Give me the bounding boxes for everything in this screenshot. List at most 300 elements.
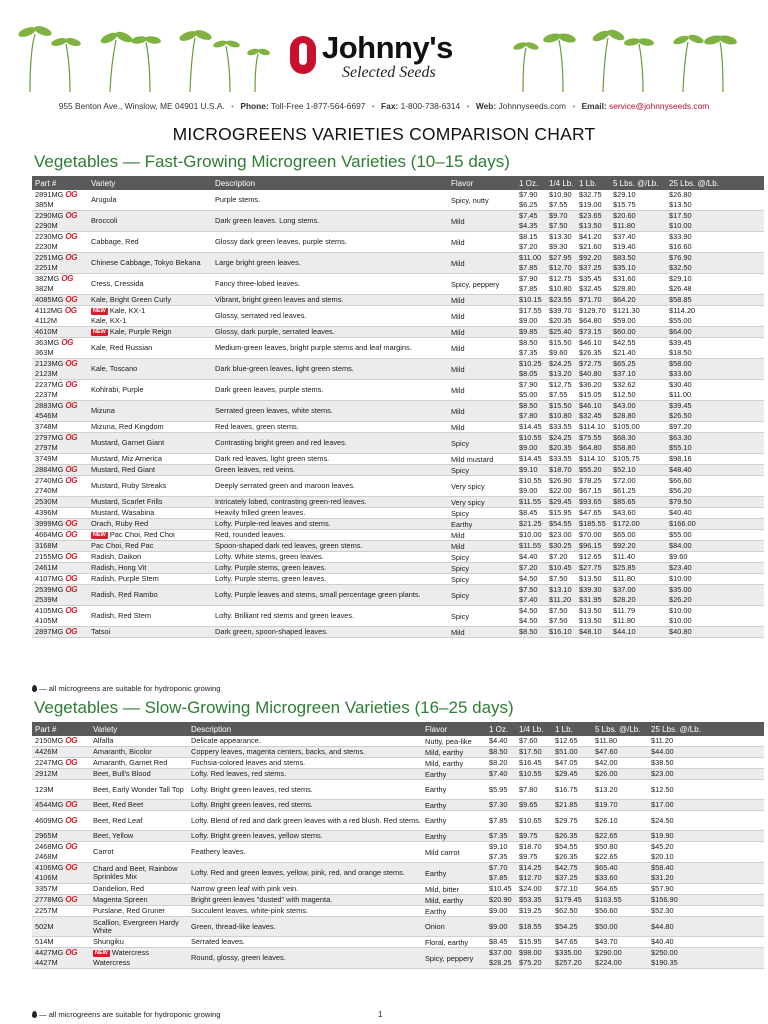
price-cell — [546, 380, 576, 401]
part-number[interactable] — [35, 443, 88, 453]
price-value: $40.40 — [651, 937, 674, 946]
price-value: $10.55 — [519, 433, 542, 442]
price-cell — [546, 563, 576, 574]
price-value: $33.60 — [595, 873, 618, 882]
part-number[interactable] — [35, 221, 88, 231]
price-cell — [576, 541, 610, 552]
email-link[interactable]: service@johnnyseeds.com — [609, 101, 710, 111]
flavor-cell: Mild — [448, 541, 516, 552]
flavor-cell: Mild — [448, 232, 516, 253]
price-cell — [648, 736, 764, 747]
part-number[interactable] — [35, 831, 90, 841]
price-cell — [610, 422, 666, 433]
part-number[interactable] — [35, 519, 88, 529]
variety-cell: Mustard, Miz America — [88, 454, 212, 465]
part-id: 2797MG — [35, 433, 64, 442]
price-cell — [546, 306, 576, 327]
part-number[interactable] — [35, 922, 90, 932]
part-number[interactable] — [35, 769, 90, 779]
description-cell: Narrow green leaf with pink vein. — [188, 884, 422, 895]
price-value: $70.00 — [579, 530, 602, 539]
variety-text: Kale, KX-1 — [109, 306, 146, 315]
part-number[interactable] — [35, 842, 90, 852]
price-cell — [516, 327, 546, 338]
organic-og-badge: OG — [65, 574, 78, 583]
price-value: $4.40 — [489, 736, 508, 745]
part-number[interactable] — [35, 401, 88, 411]
flavor-cell: Mild — [448, 627, 516, 638]
part-number[interactable] — [35, 411, 88, 421]
hydroponic-footnote — [32, 1010, 221, 1019]
price-cell — [592, 895, 648, 906]
variety-cell: Beet, Bull's Blood — [90, 769, 188, 780]
part-number[interactable] — [35, 348, 88, 358]
price-value: $8.45 — [489, 937, 508, 946]
price-value: $18.50 — [669, 348, 692, 357]
part-number[interactable] — [35, 873, 90, 883]
price-value: $15.05 — [579, 390, 602, 399]
price-value: $72.00 — [613, 476, 636, 485]
price-value: $7.50 — [549, 616, 568, 625]
price-value: $23.40 — [669, 563, 692, 572]
part-number[interactable] — [35, 958, 90, 968]
price-cell — [576, 465, 610, 476]
price-cell — [516, 895, 552, 906]
table-row — [32, 541, 764, 552]
part-number[interactable] — [35, 274, 88, 284]
part-number-cell — [32, 508, 88, 519]
price-value: $20.10 — [651, 852, 674, 861]
price-value: $7.50 — [549, 221, 568, 230]
price-value: $19.25 — [519, 906, 542, 915]
part-number[interactable] — [35, 585, 88, 595]
table-row — [32, 359, 764, 380]
price-value: $8.50 — [519, 627, 538, 636]
brand-subtitle: Selected Seeds — [342, 64, 436, 81]
part-number[interactable] — [35, 758, 90, 768]
flavor-cell: Spicy — [448, 606, 516, 627]
price-value: $33.90 — [669, 232, 692, 241]
variety-cell: Radish, Purple Stem — [88, 574, 212, 585]
price-value: $11.00 — [669, 390, 692, 399]
variety-cell: Magenta Spreen — [90, 895, 188, 906]
part-number[interactable] — [35, 465, 88, 475]
part-number-cell — [32, 530, 88, 541]
description-cell: Glossy dark green leaves, purple stems. — [212, 232, 448, 253]
table-body — [32, 736, 764, 969]
part-number[interactable] — [35, 306, 88, 316]
organic-og-badge: OG — [61, 338, 74, 347]
price-cell — [546, 606, 576, 627]
price-value: $42.75 — [555, 863, 578, 872]
part-number[interactable] — [35, 606, 88, 616]
price-value: $76.90 — [669, 253, 692, 262]
price-value: $75.20 — [519, 958, 542, 967]
part-number[interactable] — [35, 884, 90, 894]
water-drop-icon — [32, 1011, 37, 1018]
part-number[interactable] — [35, 627, 88, 637]
price-value: $54.25 — [555, 921, 578, 931]
part-id: 2884MG — [35, 465, 64, 474]
part-number[interactable] — [35, 380, 88, 390]
price-value: $64.20 — [613, 295, 636, 304]
price-value: $98.16 — [669, 454, 692, 463]
price-cell — [666, 563, 764, 574]
organic-og-badge: OG — [65, 401, 78, 410]
part-number[interactable] — [35, 552, 88, 562]
price-cell — [546, 465, 576, 476]
table-row — [32, 780, 764, 800]
price-value: $10.65 — [519, 815, 542, 825]
part-id: 123M — [35, 784, 54, 794]
part-number[interactable] — [35, 327, 88, 337]
variety-cell: Beet, Yellow — [90, 831, 188, 842]
price-value: $65.25 — [613, 359, 636, 368]
part-number[interactable] — [35, 816, 90, 826]
part-id: 4609MG — [35, 815, 64, 825]
description-cell: Delicate appearance. — [188, 736, 422, 747]
price-value: $21.60 — [579, 242, 602, 251]
part-number[interactable] — [35, 232, 88, 242]
variety-cell: Kale, Bright Green Curly — [88, 295, 212, 306]
part-number[interactable] — [35, 422, 88, 432]
part-number[interactable] — [35, 486, 88, 496]
flavor-cell: Spicy — [448, 574, 516, 585]
flavor-cell: Mild mustard — [448, 454, 516, 465]
part-number[interactable] — [35, 316, 88, 326]
part-number[interactable] — [35, 359, 88, 369]
price-value: $27.95 — [549, 253, 572, 262]
part-number[interactable] — [35, 497, 88, 507]
footnote-text: — all microgreens are suitable for hydroponic growing — [39, 684, 221, 693]
price-value: $4.35 — [519, 221, 538, 230]
price-value: $7.35 — [489, 852, 508, 861]
variety-text: Kale, Purple Reign — [109, 327, 172, 336]
page-number: 1 — [378, 1010, 383, 1019]
price-cell — [576, 380, 610, 401]
price-value: $172.00 — [613, 519, 640, 528]
price-cell — [552, 906, 592, 917]
flavor-cell: Earthy — [422, 800, 486, 811]
part-number[interactable] — [35, 948, 90, 958]
price-value: $7.20 — [519, 563, 538, 572]
part-number[interactable] — [35, 852, 90, 862]
part-number-cell — [32, 563, 88, 574]
price-value: $11.80 — [613, 574, 636, 583]
price-value: $78.25 — [579, 476, 602, 485]
part-number[interactable] — [35, 574, 88, 584]
price-value: $37.00 — [613, 585, 636, 594]
flavor-cell: Mild — [448, 401, 516, 422]
part-number[interactable] — [35, 863, 90, 873]
price-value: $30.40 — [669, 380, 692, 389]
price-value: $40.40 — [669, 508, 692, 517]
price-cell — [576, 563, 610, 574]
part-number-cell — [32, 585, 88, 606]
flavor-cell: Earthy — [448, 519, 516, 530]
price-value: $114.10 — [579, 454, 606, 463]
flavor-cell: Mild — [448, 327, 516, 338]
price-cell — [610, 211, 666, 232]
part-number[interactable] — [35, 937, 90, 947]
part-number[interactable] — [35, 338, 88, 348]
description-cell: Round, glossy, green leaves. — [188, 948, 422, 969]
price-value: $39.45 — [669, 338, 692, 347]
part-id: 2230M — [35, 242, 58, 251]
price-value: $38.50 — [651, 758, 674, 767]
phone-number[interactable]: Toll-Free 1-877-564-6697 — [270, 101, 366, 111]
website-link[interactable]: Johnnyseeds.com — [498, 101, 566, 111]
price-value: $10.55 — [519, 769, 542, 778]
price-cell — [546, 508, 576, 519]
price-cell — [592, 863, 648, 884]
part-id: 2468M — [35, 852, 58, 861]
part-number[interactable] — [35, 747, 90, 757]
price-value: $290.00 — [595, 948, 622, 957]
flavor-cell: Mild, bitter — [422, 884, 486, 895]
price-value: $16.10 — [549, 627, 572, 636]
price-cell — [552, 769, 592, 780]
flavor-cell: Mild carrot — [422, 842, 486, 863]
price-cell — [592, 780, 648, 800]
price-value: $17.00 — [651, 800, 674, 809]
price-value: $29.10 — [669, 274, 692, 283]
part-id: 502M — [35, 921, 54, 931]
price-value: $7.50 — [549, 574, 568, 583]
part-id: 2912M — [35, 769, 58, 778]
price-cell — [546, 574, 576, 585]
price-cell — [546, 552, 576, 563]
table-row — [32, 508, 764, 519]
organic-og-badge: OG — [64, 306, 77, 315]
price-value: $12.50 — [651, 784, 674, 794]
price-cell — [592, 747, 648, 758]
variety-cell: Radish, Hong Vit — [88, 563, 212, 574]
variety-cell: Purslane, Red Gruner — [90, 906, 188, 917]
variety-cell: Mustard, Garnet Giant — [88, 433, 212, 454]
price-value: $20.35 — [549, 443, 572, 452]
part-id: 2251MG — [35, 253, 64, 262]
price-value: $14.45 — [519, 422, 542, 431]
price-value: $9.10 — [519, 465, 538, 474]
price-cell — [546, 274, 576, 295]
description-cell: Deeply serrated green and maroon leaves. — [212, 476, 448, 497]
price-cell — [610, 606, 666, 627]
price-value: $7.85 — [519, 263, 538, 272]
price-value: $7.30 — [489, 800, 508, 809]
price-value: $63.30 — [669, 433, 692, 442]
price-cell — [546, 530, 576, 541]
price-cell — [648, 906, 764, 917]
part-number[interactable] — [35, 785, 90, 795]
price-value: $4.40 — [519, 552, 538, 561]
part-number[interactable] — [35, 800, 90, 810]
price-value: $58.80 — [613, 443, 636, 452]
variety-cell: Orach, Ruby Red — [88, 519, 212, 530]
price-value: $114.20 — [669, 306, 696, 315]
table-row — [32, 937, 764, 948]
variety-cell: Kale, Toscano — [88, 359, 212, 380]
organic-og-badge: OG — [65, 552, 78, 561]
price-cell — [546, 401, 576, 422]
price-value: $8.05 — [519, 369, 538, 378]
part-number[interactable] — [35, 295, 88, 305]
variety-cell: Cabbage, Red — [88, 232, 212, 253]
price-cell — [666, 497, 764, 508]
price-value: $79.50 — [669, 497, 692, 506]
price-value: $44.80 — [651, 921, 674, 931]
table-header-row — [32, 176, 764, 190]
price-value: $13.20 — [549, 369, 572, 378]
part-number[interactable] — [35, 563, 88, 573]
part-number[interactable] — [35, 508, 88, 518]
price-value: $13.50 — [579, 616, 602, 625]
flavor-cell: Mild — [448, 306, 516, 327]
part-number[interactable] — [35, 211, 88, 221]
price-value: $9.00 — [519, 316, 538, 325]
description-cell: Lofty. Bright green leaves, red stems. — [188, 780, 422, 800]
price-value: $22.65 — [595, 852, 618, 861]
variety-cell: Beet, Red Leaf — [90, 811, 188, 831]
price-cell — [666, 627, 764, 638]
price-value: $105.75 — [613, 454, 640, 463]
description-cell: Fancy three-lobed leaves. — [212, 274, 448, 295]
table-row — [32, 422, 764, 433]
part-number-cell — [32, 948, 90, 969]
price-value: $10.00 — [669, 616, 692, 625]
price-cell — [552, 831, 592, 842]
table-row — [32, 497, 764, 508]
variety-cell: Kale, Red Russian — [88, 338, 212, 359]
part-number[interactable] — [35, 242, 88, 252]
price-value: $48.40 — [669, 465, 692, 474]
organic-og-badge: OG — [65, 800, 78, 809]
part-number[interactable] — [35, 190, 88, 200]
part-number[interactable] — [35, 433, 88, 443]
johnnys-logo[interactable] — [290, 30, 490, 86]
price-value: $7.35 — [519, 348, 538, 357]
price-cell — [592, 906, 648, 917]
price-cell — [610, 232, 666, 253]
price-value: $39.70 — [549, 306, 572, 315]
organic-og-badge: OG — [65, 863, 78, 872]
price-value: $33.60 — [669, 369, 692, 378]
flavor-cell: Mild, earthy — [422, 747, 486, 758]
part-number[interactable] — [35, 390, 88, 400]
price-cell — [666, 306, 764, 327]
price-value: $8.50 — [519, 338, 538, 347]
price-cell — [516, 842, 552, 863]
price-cell — [516, 380, 546, 401]
price-value: $55.00 — [669, 530, 692, 539]
part-number[interactable] — [35, 476, 88, 486]
price-value: $7.20 — [549, 552, 568, 561]
separator-dot: • — [231, 101, 235, 111]
part-number[interactable] — [35, 369, 88, 379]
price-cell — [576, 359, 610, 380]
price-cell — [666, 190, 764, 211]
flavor-cell: Spicy — [448, 552, 516, 563]
variety-name — [93, 948, 188, 958]
part-number[interactable] — [35, 253, 88, 263]
flavor-cell: Mild — [448, 422, 516, 433]
part-number-cell — [32, 433, 88, 454]
part-id: 4085MG — [35, 295, 64, 304]
price-value: $9.30 — [549, 242, 568, 251]
table-row — [32, 563, 764, 574]
price-value: $92.20 — [613, 541, 636, 550]
description-cell: Vibrant, bright green leaves and stems. — [212, 295, 448, 306]
description-cell: Lofty. Purple-red leaves and stems. — [212, 519, 448, 530]
part-number[interactable] — [35, 895, 90, 905]
price-value: $46.10 — [579, 338, 602, 347]
part-number[interactable] — [35, 906, 90, 916]
price-value: $9.00 — [489, 906, 508, 915]
price-cell — [486, 884, 516, 895]
variety-cell: Amaranth, Bicolor — [90, 747, 188, 758]
part-number-cell — [32, 863, 90, 884]
part-number-cell — [32, 359, 88, 380]
price-cell — [592, 736, 648, 747]
part-number[interactable] — [35, 530, 88, 540]
price-value: $9.00 — [519, 486, 538, 495]
part-number-cell — [32, 895, 90, 906]
table-row — [32, 736, 764, 747]
slow-growing-table — [32, 722, 764, 969]
price-value: $9.75 — [519, 831, 538, 840]
flavor-cell: Spicy, peppery — [448, 274, 516, 295]
part-number[interactable] — [35, 616, 88, 626]
price-value: $13.50 — [579, 574, 602, 583]
price-cell — [610, 476, 666, 497]
price-cell — [516, 552, 546, 563]
part-number[interactable] — [35, 595, 88, 605]
price-value: $24.00 — [519, 884, 542, 893]
price-cell — [516, 917, 552, 937]
price-value: $129.70 — [579, 306, 606, 315]
price-cell — [486, 769, 516, 780]
part-number[interactable] — [35, 263, 88, 273]
part-number[interactable] — [35, 454, 88, 464]
part-number[interactable] — [35, 541, 88, 551]
part-number[interactable] — [35, 200, 88, 210]
table-row — [32, 476, 764, 497]
part-number[interactable] — [35, 736, 90, 746]
price-cell — [610, 274, 666, 295]
new-badge: NEW — [95, 950, 108, 956]
flavor-cell: Mild — [448, 380, 516, 401]
price-cell — [610, 465, 666, 476]
part-number-cell — [32, 906, 90, 917]
price-cell — [576, 627, 610, 638]
price-value: $13.20 — [595, 784, 618, 794]
price-cell — [648, 747, 764, 758]
price-cell — [648, 948, 764, 969]
price-cell — [666, 422, 764, 433]
description-cell: Serrated green leaves, white stems. — [212, 401, 448, 422]
price-value: $27.75 — [579, 563, 602, 572]
part-number[interactable] — [35, 284, 88, 294]
price-cell — [648, 884, 764, 895]
price-value: $51.00 — [555, 747, 578, 756]
organic-og-badge: OG — [65, 380, 78, 389]
price-value: $17.55 — [519, 306, 542, 315]
price-value: $9.60 — [549, 348, 568, 357]
price-value: $72.10 — [555, 884, 578, 893]
price-value: $56.20 — [669, 486, 692, 495]
part-id: 363MG — [35, 338, 60, 347]
price-cell — [546, 541, 576, 552]
